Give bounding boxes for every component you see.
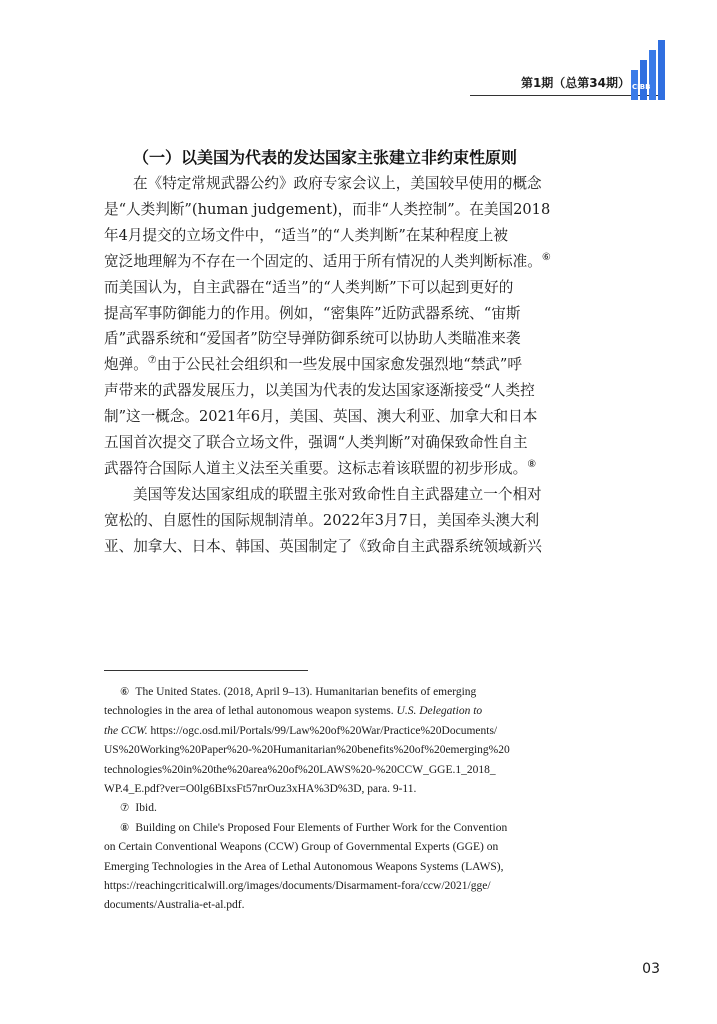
paragraph-line: 是“人类判断”(human judgement)，而非“人类控制”。在美国2018 (104, 200, 551, 218)
footnote-mark: ⑥ (120, 686, 130, 698)
section-heading: （一）以美国为代表的发达国家主张建立非约束性原则 (133, 148, 518, 167)
paragraph-line-text: 由于公民社会组织和一些发展中国家愈发强烈地“禁武”呼 (156, 356, 522, 374)
issue-label: 第1期（总第34期） (520, 76, 630, 90)
paragraph-line: 声带来的武器发展压力，以美国为代表的发达国家逐渐接受“人类控 (104, 382, 535, 400)
footnote-ref-8[interactable]: ⑧ (527, 459, 537, 471)
footnote-source: U.S. Delegation to (396, 705, 483, 718)
paragraph-line: 提高军事防御能力的作用。例如，“密集阵”近防武器系统、“宙斯 (104, 304, 521, 322)
paragraph-line (104, 352, 574, 378)
paragraph-line: 美国等发达国家组成的联盟主张对致命性自主武器建立一个相对 (133, 485, 542, 503)
footnote-text: technologies in the area of lethal autonomous weapon systems. (104, 705, 394, 718)
footnote-url[interactable]: https://ogc.osd.mil/Portals/99/Law%20of%20War/Practice%20Documents/ (150, 724, 498, 737)
paragraph-line: 亚、加拿大、日本、韩国、英国制定了《致命自主武器系统领域新兴 (104, 537, 542, 555)
paragraph-line-text: 武器符合国际人道主义法至关重要。这标志着该联盟的初步形成。 (104, 459, 528, 477)
footnote-6 (104, 683, 574, 702)
footnote-mark: ⑧ (120, 821, 130, 834)
svg-text:CIBB: CIBB (632, 83, 651, 91)
paragraph-line (104, 456, 574, 482)
footnote-8 (104, 819, 574, 838)
paragraph-line-text: 炮弹。 (104, 356, 148, 374)
paragraph-line: 盾”武器系统和“爱国者”防空导弹防御系统可以协助人类瞄准来袭 (104, 330, 521, 348)
footnote-ref-7[interactable]: ⑦ (147, 355, 157, 367)
footnote-line: on Certain Conventional Weapons (CCW) Group of Governmental Experts (GGE) on (104, 841, 499, 854)
footnote-rule (104, 670, 308, 671)
footnote-url[interactable]: US%20Working%20Paper%20-%20Humanitarian%20benefits%20of%20emerging%20 (104, 744, 510, 757)
paragraph-line: 在《特定常规武器公约》政府专家会议上，美国较早使用的概念 (133, 175, 542, 192)
footnote-text: The United States. (2018, April 9–13). Humanitarian benefits of emerging (135, 686, 477, 698)
footnote-mark: ⑦ (120, 802, 130, 815)
footnote-url[interactable]: https://reachingcriticalwill.org/images/documents/Disarmament-fora/ccw/2021/gge/ (104, 880, 491, 893)
paragraph-line: 制”这一概念。2021年6月，美国、英国、澳大利亚、加拿大和日本 (104, 408, 538, 426)
page-number: 03 (642, 961, 660, 977)
paragraph-line: 宽松的、自愿性的国际规制清单。2022年3月7日，美国牵头澳大利 (104, 511, 540, 529)
footnote-line: Emerging Technologies in the Area of Lethal Autonomous Weapons Systems (LAWS), (104, 860, 504, 873)
footnote-line (104, 722, 574, 741)
footnote-text: Ibid. (135, 802, 157, 815)
footnote-url[interactable]: WP.4_E.pdf?ver=O0lg6BIxsFt57nrOuz3xHA%3D%3D, para. 9-11. (104, 783, 417, 796)
footnote-7 (104, 799, 574, 818)
journal-logo-icon (631, 40, 667, 100)
paragraph-line-text: 宽泛地理解为不存在一个固定的、适用于所有情况的人类判断标准。 (104, 252, 542, 270)
footnotes (104, 683, 574, 916)
body-text (104, 171, 574, 560)
footnote-source: the CCW. (104, 724, 148, 737)
footnote-url[interactable]: documents/Australia-et-al.pdf. (104, 899, 245, 912)
paragraph-line (104, 249, 574, 275)
footnote-url[interactable]: technologies%20in%20the%20area%20of%20LAWS%20-%20CCW_GGE.1_2018_ (104, 763, 496, 776)
paragraph-line: 而美国认为，自主武器在“适当”的“人类判断”下可以起到更好的 (104, 278, 514, 296)
footnote-ref-6[interactable]: ⑥ (541, 251, 551, 263)
footnote-line (104, 702, 574, 721)
paragraph-line: 年4月提交的立场文件中，“适当”的“人类判断”在某种程度上被 (104, 226, 508, 244)
footnote-text: Building on Chile's Proposed Four Elements of Further Work for the Convention (135, 821, 508, 834)
paragraph-line: 五国首次提交了联合立场文件，强调“人类判断”对确保致命性自主 (104, 434, 528, 452)
